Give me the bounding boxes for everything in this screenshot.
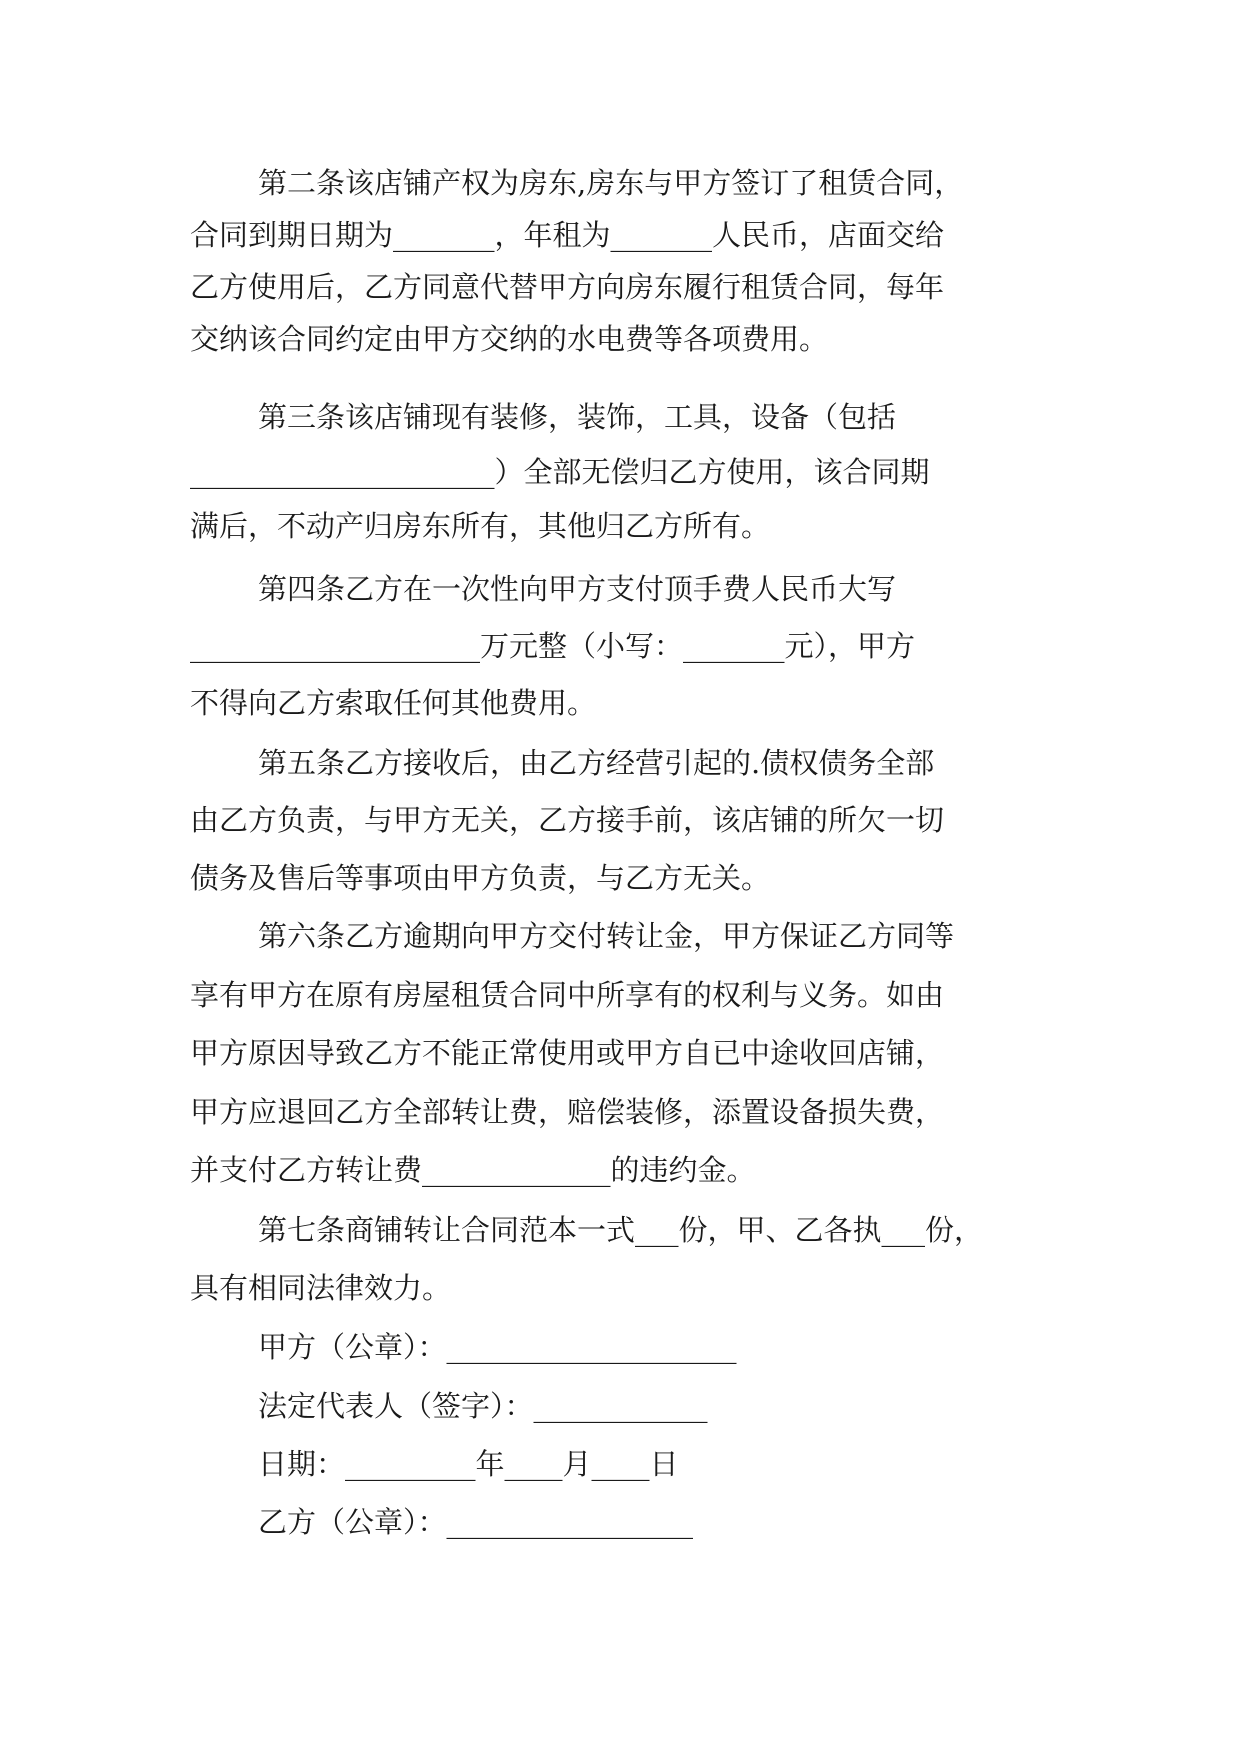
text-line: 第五条乙方接收后，由乙方经营引起的.债权债务全部	[258, 746, 935, 780]
signature-line: 甲方（公章）：____________________	[258, 1330, 737, 1364]
paragraph-5-line-1	[0, 916, 1241, 956]
paragraph-3-line-2	[0, 626, 1241, 666]
paragraph-4-line-3	[0, 858, 1241, 898]
paragraph-5-line-5	[0, 1150, 1241, 1190]
paragraph-1-line-4	[0, 319, 1241, 359]
text-line: 第二条该店铺产权为房东,房东与甲方签订了租赁合同，	[258, 166, 964, 200]
text-line: 甲方原因导致乙方不能正常使用或甲方自已中途收回店铺，	[190, 1036, 945, 1070]
signature-line: 日期：_________年____月____日	[258, 1447, 679, 1481]
text-line: 并支付乙方转让费_____________的违约金。	[190, 1153, 756, 1187]
paragraph-1-line-3	[0, 267, 1241, 307]
text-line: 第四条乙方在一次性向甲方支付顶手费人民币大写	[258, 572, 897, 606]
paragraph-3-line-1	[0, 569, 1241, 609]
signature-line: 乙方（公章）：_________________	[258, 1505, 694, 1539]
paragraph-1-line-1	[0, 163, 1241, 203]
paragraph-6-line-1	[0, 1210, 1241, 1250]
paragraph-1-line-2	[0, 215, 1241, 255]
paragraph-4-line-2	[0, 800, 1241, 840]
text-line: 乙方使用后，乙方同意代替甲方向房东履行租赁合同，每年	[190, 270, 945, 304]
signature-line: 法定代表人（签字）：____________	[258, 1389, 708, 1423]
paragraph-2-line-2	[0, 452, 1241, 492]
signature-legal-representative	[0, 1386, 1241, 1426]
paragraph-5-line-3	[0, 1033, 1241, 1073]
text-line: ____________________万元整（小写：_______元），甲方	[190, 629, 916, 663]
text-line: 合同到期日期为_______，年租为_______人民币，店面交给	[190, 218, 945, 252]
text-line: 享有甲方在原有房屋租赁合同中所享有的权利与义务。如由	[190, 978, 945, 1012]
text-line: 由乙方负责，与甲方无关，乙方接手前，该店铺的所欠一切	[190, 803, 945, 837]
signature-party-b-seal	[0, 1502, 1241, 1542]
paragraph-2-line-3	[0, 506, 1241, 546]
paragraph-6-line-2	[0, 1268, 1241, 1308]
text-line: 第三条该店铺现有装修，装饰，工具，设备（包括	[258, 400, 897, 434]
text-line: _____________________）全部无偿归乙方使用，该合同期	[190, 455, 930, 489]
text-line: 交纳该合同约定由甲方交纳的水电费等各项费用。	[190, 322, 829, 356]
text-line: 债务及售后等事项由甲方负责，与乙方无关。	[190, 861, 771, 895]
text-line: 不得向乙方索取任何其他费用。	[190, 686, 597, 720]
text-line: 甲方应退回乙方全部转让费，赔偿装修，添置设备损失费，	[190, 1095, 945, 1129]
text-line: 第七条商铺转让合同范本一式___份，甲、乙各执___份，	[258, 1213, 984, 1247]
signature-date	[0, 1444, 1241, 1484]
text-line: 满后，不动产归房东所有，其他归乙方所有。	[190, 509, 771, 543]
paragraph-5-line-2	[0, 975, 1241, 1015]
signature-party-a-seal	[0, 1327, 1241, 1367]
paragraph-3-line-3	[0, 683, 1241, 723]
paragraph-2-line-1	[0, 397, 1241, 437]
paragraph-4-line-1	[0, 743, 1241, 783]
text-line: 具有相同法律效力。	[190, 1271, 452, 1305]
paragraph-5-line-4	[0, 1092, 1241, 1132]
text-line: 第六条乙方逾期向甲方交付转让金，甲方保证乙方同等	[258, 919, 955, 953]
